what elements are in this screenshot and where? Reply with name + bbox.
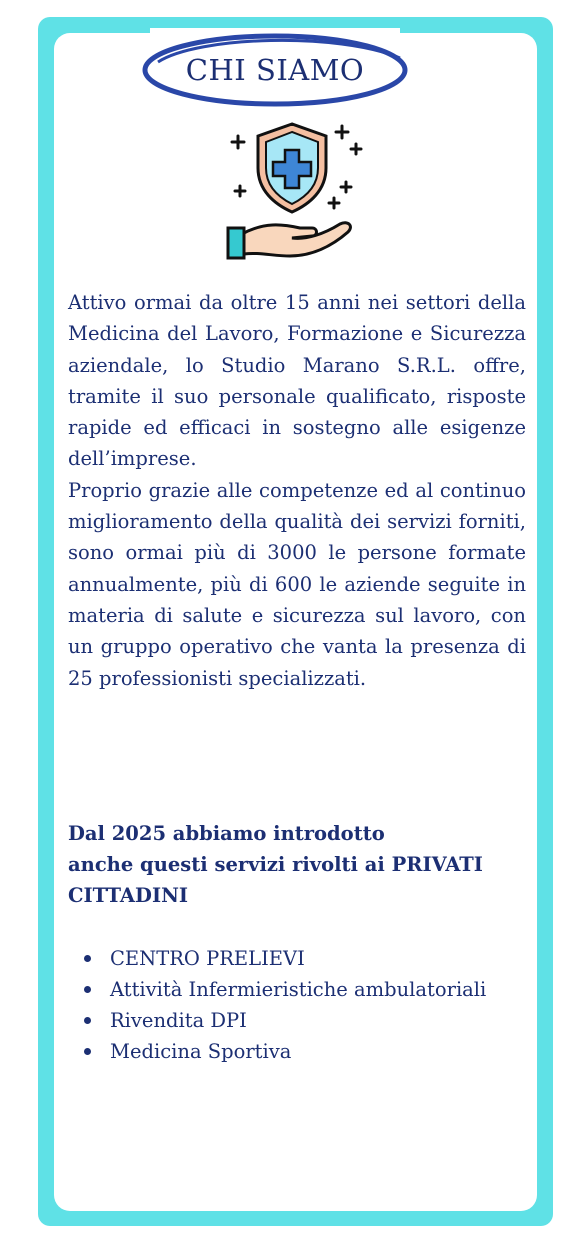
page-title: CHI SIAMO [185, 53, 365, 87]
service-label: Attività Infermieristiche ambulatoriali [110, 978, 487, 1001]
list-item [78, 1005, 498, 1036]
bullet-icon [84, 1017, 91, 1024]
service-label: Medicina Sportiva [110, 1040, 292, 1063]
about-paragraph: Proprio grazie alle competenze ed al continuo miglioramento della qualità dei servizi forniti, sono ormai più di 3000 le persone formate annualmente, più di 600 le aziende seguite in materia di salute e sicurezza sul lavoro, con un gruppo operativo che vanta la presenza di 25 professionisti specializzati. [68, 478, 526, 690]
about-text [68, 287, 526, 694]
service-label: Rivendita DPI [110, 1009, 247, 1032]
about-paragraph: Attivo ormai da oltre 15 anni nei settori della Medicina del Lavoro, Formazione e Sicurezza aziendale, lo Studio Marano S.R.L. offre, tramite il suo personale qualificato, risposte rapide ed efficaci in sostegno alle esigenze dell’imprese. [68, 291, 526, 471]
bullet-icon [84, 1048, 91, 1055]
bullet-icon [84, 955, 91, 962]
sleeve-icon [228, 228, 244, 258]
list-item [78, 1036, 498, 1067]
intro-line: Dal 2025 abbiamo introdotto [68, 822, 385, 845]
hand-icon [242, 223, 350, 256]
intro-line: CITTADINI [68, 884, 189, 907]
services-intro [68, 818, 538, 911]
services-list [78, 943, 498, 1067]
list-item [78, 974, 498, 1005]
intro-line: anche questi servizi rivolti ai PRIVATI [68, 853, 483, 876]
list-item [78, 943, 498, 974]
shield-cross-hand-icon [216, 116, 366, 266]
service-label: CENTRO PRELIEVI [110, 947, 305, 970]
bullet-icon [84, 986, 91, 993]
